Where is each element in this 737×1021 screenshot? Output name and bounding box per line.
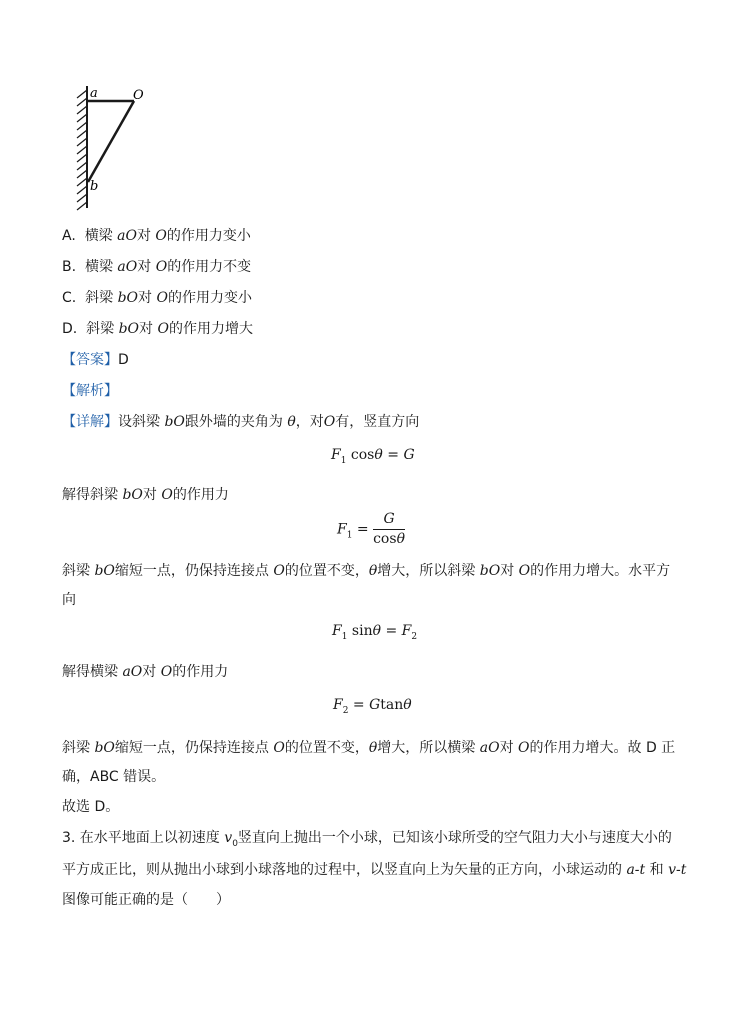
option-b: B. 横梁 aO对 O的作用力不变 xyxy=(62,259,252,275)
wall-hatching xyxy=(77,90,87,210)
solve-line-2: 解得横梁 aO对 O的作用力 xyxy=(62,664,229,680)
option-a: A. 横梁 aO对 O的作用力变小 xyxy=(62,228,251,244)
reasoning-line-1b: 向 xyxy=(62,592,76,608)
fraction: $\frac{G}{\cos\theta}$ xyxy=(373,511,405,547)
conclusion-line: 故选 D。 xyxy=(62,799,120,815)
equation-3: $F_1$ $\sin\theta = F_2$ xyxy=(332,623,418,642)
question-3-line-1: 3. 在水平地面上以初速度 $v_0$竖直向上抛出一个小球，已知该小球所受的空气阻力大小与速度大小的 xyxy=(62,830,672,849)
question-3-line-2: 平方成正比，则从抛出小球到小球落地的过程中，以竖直向上为矢量的正方向，小球运动的 a-t 和 v-t xyxy=(62,862,687,878)
oblique-beam-bO xyxy=(88,101,134,182)
reasoning-line-2: 斜梁 bO缩短一点，仍保持连接点 O的位置不变，θ增大，所以横梁 aO对 O的作用力增大。故 D 正 xyxy=(62,740,676,756)
answer-value: D xyxy=(118,352,129,368)
label-a: a xyxy=(90,86,98,101)
detail-line: 【详解】设斜梁 bO跟外墙的夹角为 θ，对O有，竖直方向 xyxy=(62,414,420,430)
option-c: C. 斜梁 bO对 O的作用力变小 xyxy=(62,290,252,306)
equation-4: $F_2 = Gtan\theta$ xyxy=(333,697,412,716)
solve-line-1: 解得斜梁 bO对 O的作用力 xyxy=(62,487,229,503)
option-d: D. 斜梁 bO对 O的作用力增大 xyxy=(62,321,253,337)
label-o: O xyxy=(133,88,144,103)
reasoning-line-2b: 确，ABC 错误。 xyxy=(62,769,166,785)
analysis-label: 【解析】 xyxy=(62,383,118,399)
answer-label: 【答案】 xyxy=(62,352,118,368)
equation-1: $F_1$ cosθ = G xyxy=(331,447,415,466)
question-3-line-3: 图像可能正确的是（ ） xyxy=(62,892,230,908)
label-b: b xyxy=(90,179,99,194)
answer-line xyxy=(62,350,129,370)
reasoning-line-1: 斜梁 bO缩短一点，仍保持连接点 O的位置不变，θ增大，所以斜梁 bO对 O的作用力增大。水平方 xyxy=(62,563,671,579)
wall-beam-diagram xyxy=(68,82,158,212)
equation-2: $F_1$ = $\frac{G}{\cos\theta}$ xyxy=(337,511,405,547)
